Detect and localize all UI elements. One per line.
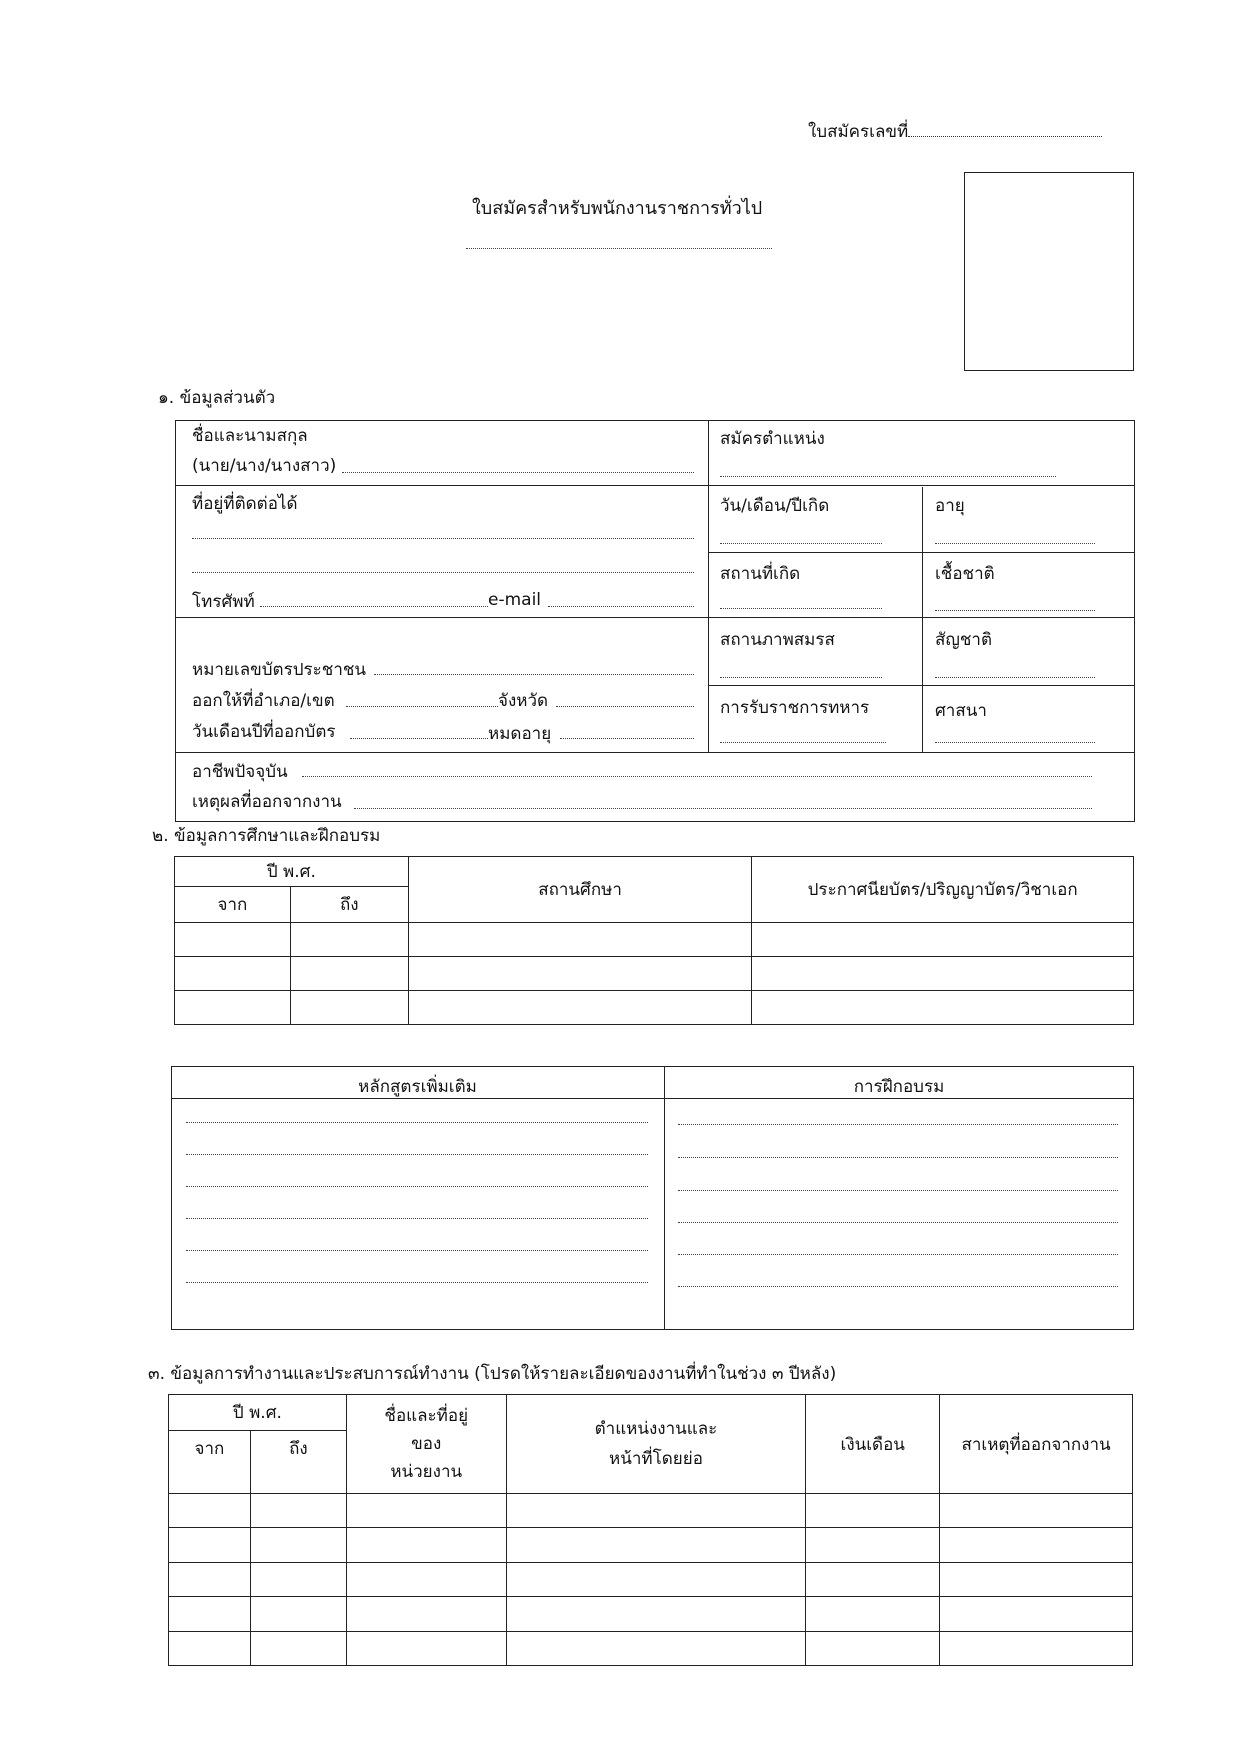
table-cell[interactable] [346,1494,506,1528]
leave-reason-label: เหตุผลที่ออกจากงาน [192,792,342,812]
leave-reason-field[interactable] [354,808,1092,809]
extra-course-line-field[interactable] [186,1250,648,1251]
table-cell[interactable] [506,1631,806,1665]
education-from-header: จาก [175,887,291,923]
table-cell[interactable] [169,1494,251,1528]
table-cell[interactable] [408,923,752,957]
email-field[interactable] [548,606,694,607]
extra-course-line-field[interactable] [186,1122,648,1123]
training-line-field[interactable] [678,1286,1118,1287]
extra-course-line-field[interactable] [186,1282,648,1283]
table-cell[interactable] [940,1494,1133,1528]
table-cell[interactable] [346,1631,506,1665]
table-cell[interactable] [806,1597,940,1631]
name-label: ชื่อและนามสกุล [192,426,308,446]
table-cell[interactable] [940,1597,1133,1631]
table-cell[interactable] [250,1631,346,1665]
military-label: การรับราชการทหาร [720,698,870,718]
work-position-header [506,1395,806,1494]
education-to-header: ถึง [290,887,408,923]
expire-label: หมดอายุ [488,724,552,744]
name-prefix: (นาย/นาง/นางสาว) [192,456,337,476]
training-line-field[interactable] [678,1190,1118,1191]
idcard-field[interactable] [374,674,694,675]
idcard-label: หมายเลขบัตรประชาชน [192,660,367,680]
occupation-field[interactable] [302,776,1092,777]
table-cell[interactable] [408,957,752,991]
issue-date-label: วันเดือนปีที่ออกบัตร [192,722,336,742]
table-cell[interactable] [175,991,291,1025]
phone-field[interactable] [260,606,488,607]
work-salary-header: เงินเดือน [806,1395,940,1494]
work-from-header: จาก [169,1431,251,1494]
email-label: e-mail [488,590,542,610]
marital-field[interactable] [720,677,882,678]
work-employer-header [346,1395,506,1494]
table-cell[interactable] [169,1631,251,1665]
divider [664,1066,665,1330]
table-cell[interactable] [169,1562,251,1596]
work-position-header-line2: หน้าที่โดยย่อ [609,1449,703,1470]
table-cell[interactable] [346,1528,506,1562]
work-year-header: ปี พ.ศ. [169,1395,347,1431]
work-position-header-line1: ตำแหน่งงานและ [594,1419,718,1440]
address-line-2-field[interactable] [192,572,694,573]
table-cell[interactable] [290,991,408,1025]
issued-at-label: ออกให้ที่อำเภอ/เขต [192,691,335,711]
age-label: อายุ [935,496,965,516]
divider [175,617,1135,618]
table-cell[interactable] [752,957,1134,991]
table-cell[interactable] [290,923,408,957]
phone-label: โทรศัพท์ [192,592,255,612]
table-cell[interactable] [250,1562,346,1596]
courses-training-table [171,1066,1134,1330]
ethnicity-label: เชื้อชาติ [935,564,995,584]
education-year-header: ปี พ.ศ. [175,857,409,887]
birthplace-label: สถานที่เกิด [720,564,801,584]
education-school-header: สถานศึกษา [408,857,752,923]
table-cell[interactable] [175,957,291,991]
table-cell[interactable] [806,1562,940,1596]
divider [175,752,1135,753]
table-cell[interactable] [940,1562,1133,1596]
extra-course-line-field[interactable] [186,1186,648,1187]
extra-courses-header: หลักสูตรเพิ่มเติม [358,1077,477,1097]
extra-course-line-field[interactable] [186,1218,648,1219]
section2-heading: ๒. ข้อมูลการศึกษาและฝึกอบรม [152,826,381,846]
education-degree-header: ประกาศนียบัตร/ปริญญาบัตร/วิชาเอก [752,857,1134,923]
occupation-label: อาชีพปัจจุบัน [192,762,288,782]
application-number-text: ใบสมัครเลขที่ [808,122,909,142]
personal-info-table [175,420,1135,822]
position-label: สมัครตำแหน่ง [720,429,825,449]
ethnicity-field[interactable] [935,610,1095,611]
education-table [174,856,1134,1025]
work-employer-header-line2: ของ [411,1434,442,1455]
issued-at-field[interactable] [346,706,498,707]
birthplace-field[interactable] [720,608,882,609]
table-cell[interactable] [346,1562,506,1596]
table-cell[interactable] [250,1528,346,1562]
marital-label: สถานภาพสมรส [720,630,835,650]
divider [175,485,1135,486]
table-cell[interactable] [940,1528,1133,1562]
section1-heading: ๑. ข้อมูลส่วนตัว [158,388,276,408]
table-cell[interactable] [250,1597,346,1631]
divider [708,420,709,753]
table-cell[interactable] [250,1494,346,1528]
table-cell[interactable] [806,1494,940,1528]
table-cell[interactable] [506,1528,806,1562]
name-field[interactable] [342,472,694,473]
table-cell[interactable] [175,923,291,957]
work-experience-table [168,1394,1133,1666]
divider [708,552,1135,553]
work-to-header: ถึง [250,1431,346,1494]
table-cell[interactable] [408,991,752,1025]
table-cell[interactable] [506,1562,806,1596]
table-cell[interactable] [752,923,1134,957]
address-label: ที่อยู่ที่ติดต่อได้ [192,494,298,514]
province-label: จังหวัด [498,691,549,711]
photo-box [964,172,1134,371]
section3-heading: ๓. ข้อมูลการทำงานและประสบการณ์ทำงาน (โปรดให้รายละเอียดของงานที่ทำในช่วง ๓ ปีหลัง) [148,1364,837,1384]
training-line-field[interactable] [678,1124,1118,1125]
table-cell[interactable] [506,1494,806,1528]
province-field[interactable] [556,706,694,707]
military-field[interactable] [720,742,886,743]
religion-field[interactable] [935,742,1095,743]
address-line-1-field[interactable] [192,538,694,539]
age-field[interactable] [935,543,1095,544]
extra-course-line-field[interactable] [186,1154,648,1155]
work-employer-header-line3: หน่วยงาน [390,1462,463,1483]
divider [922,487,923,753]
dob-field[interactable] [720,543,882,544]
table-cell[interactable] [806,1631,940,1665]
table-cell[interactable] [806,1528,940,1562]
position-field[interactable] [720,476,1056,477]
issue-date-field[interactable] [350,738,488,739]
dob-label: วัน/เดือน/ปีเกิด [720,496,830,516]
application-number-label [808,118,1102,145]
training-line-field[interactable] [678,1254,1118,1255]
training-header: การฝึกอบรม [853,1077,945,1097]
expire-field[interactable] [560,738,694,739]
work-employer-header-line1: ชื่อและที่อยู่ [384,1406,469,1427]
training-line-field[interactable] [678,1222,1118,1223]
table-cell[interactable] [506,1597,806,1631]
training-line-field[interactable] [678,1157,1118,1158]
page-title: ใบสมัครสำหรับพนักงานราชการทั่วไป [472,198,763,219]
nationality-field[interactable] [935,677,1095,678]
application-number-field[interactable] [908,120,1102,137]
table-cell[interactable] [346,1597,506,1631]
table-cell[interactable] [940,1631,1133,1665]
table-cell[interactable] [169,1528,251,1562]
divider [708,685,1135,686]
nationality-label: สัญชาติ [935,630,992,650]
work-reason-header: สาเหตุที่ออกจากงาน [940,1395,1133,1494]
table-cell[interactable] [752,991,1134,1025]
table-cell[interactable] [169,1597,251,1631]
religion-label: ศาสนา [935,701,987,721]
table-cell[interactable] [290,957,408,991]
title-subline-field[interactable] [466,248,772,249]
